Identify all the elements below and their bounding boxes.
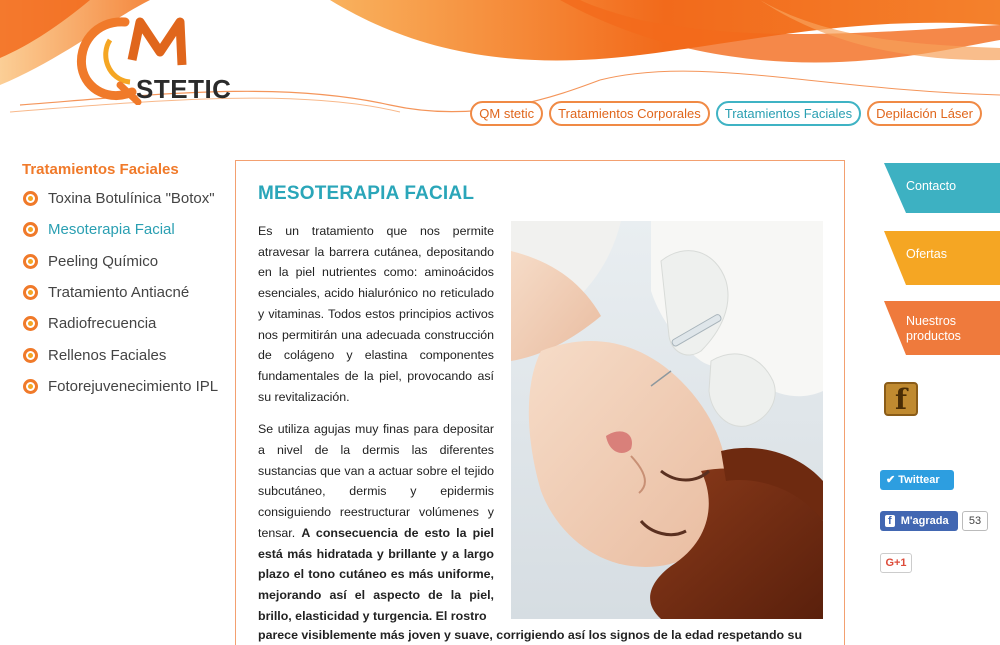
like-count: 53 <box>962 511 988 531</box>
bullet-icon <box>22 221 39 238</box>
paragraph-2-bold: A consecuencia de esto la piel está más hidratada y brillante y a largo plazo el tono cutáneo es más uniforme, mejorando así el aspecto de la piel, brillo, elasticidad y turgencia. El rostro <box>258 525 494 623</box>
sidebar-item-label: Tratamiento Antiacné <box>48 284 190 302</box>
sidebar-item-label: Peeling Químico <box>48 252 159 270</box>
bullet-icon <box>22 315 39 332</box>
logo-text: STETIC <box>136 74 232 104</box>
page-title: MESOTERAPIA FACIAL <box>258 183 475 204</box>
sidebar-item-radiofrecuencia[interactable] <box>22 308 218 339</box>
bullet-icon <box>22 284 39 301</box>
google-plus-button[interactable]: G+1 <box>880 553 912 573</box>
sidebar-item-label: Toxina Botulínica "Botox" <box>48 190 215 208</box>
tab-productos-label: Nuestros productos <box>906 314 961 343</box>
sidebar-item-label: Fotorejuvenecimiento IPL <box>48 377 219 395</box>
twitter-bird-icon: ✔ <box>886 474 896 486</box>
facebook-icon[interactable]: f <box>884 382 918 416</box>
article-text <box>258 221 494 638</box>
paragraph-2-tail: parece visiblemente más joven y suave, corrigiendo así los signos de la edad respetando su <box>258 628 803 642</box>
nav-tratamientos-faciales[interactable]: Tratamientos Faciales <box>716 101 861 126</box>
nav-qm-stetic[interactable]: QM stetic <box>470 101 543 126</box>
bullet-icon <box>22 190 39 207</box>
main-content <box>235 160 845 645</box>
facebook-f-icon: f <box>885 515 895 527</box>
sidebar-menu <box>22 183 218 402</box>
bullet-icon <box>22 378 39 395</box>
sidebar-item-antiacne[interactable] <box>22 277 218 308</box>
tweet-button[interactable]: ✔ Twittear <box>880 470 954 490</box>
facebook-like-button[interactable]: f M'agrada <box>880 511 958 531</box>
bullet-icon <box>22 253 39 270</box>
facial-treatment-photo <box>511 221 823 619</box>
nav-depilacion-laser[interactable]: Depilación Láser <box>867 101 982 126</box>
nav-tratamientos-corporales[interactable]: Tratamientos Corporales <box>549 101 710 126</box>
paragraph-2-normal: Se utiliza agujas muy finas para depositar a nivel de la dermis las diferentes sustancias que van a actuar sobre el tejido subcutáneo, dermis y epidermis consiguiendo reestructurar volúmenes y tensar. <box>258 422 494 540</box>
sidebar-title: Tratamientos Faciales <box>22 161 179 178</box>
bullet-icon <box>22 347 39 364</box>
top-navigation <box>470 101 982 126</box>
sidebar-item-label: Mesoterapia Facial <box>48 221 175 239</box>
sidebar-item-label: Rellenos Faciales <box>48 346 167 364</box>
sidebar-item-label: Radiofrecuencia <box>48 315 157 333</box>
paragraph-2 <box>258 419 494 626</box>
tab-ofertas-label: Ofertas <box>906 247 947 261</box>
sidebar-item-mesoterapia[interactable] <box>22 214 218 245</box>
tab-contacto-label: Contacto <box>906 179 957 193</box>
sidebar-item-peeling[interactable] <box>22 246 218 277</box>
paragraph-1: Es un tratamiento que nos permite atravesar la barrera cutánea, depositando en la piel nutrientes como: aminoácidos esenciales, acido hialurónico no reticulado y vitaminas. Todos estos principios activos nos permitirán una adecuada construcción de colágeno y elastina componentes fundamentales de la piel, provocando así su revitalización. <box>258 224 494 404</box>
sidebar-item-rellenos[interactable] <box>22 339 218 370</box>
sidebar-item-botox[interactable] <box>22 183 218 214</box>
sidebar-item-ipl[interactable] <box>22 371 218 402</box>
